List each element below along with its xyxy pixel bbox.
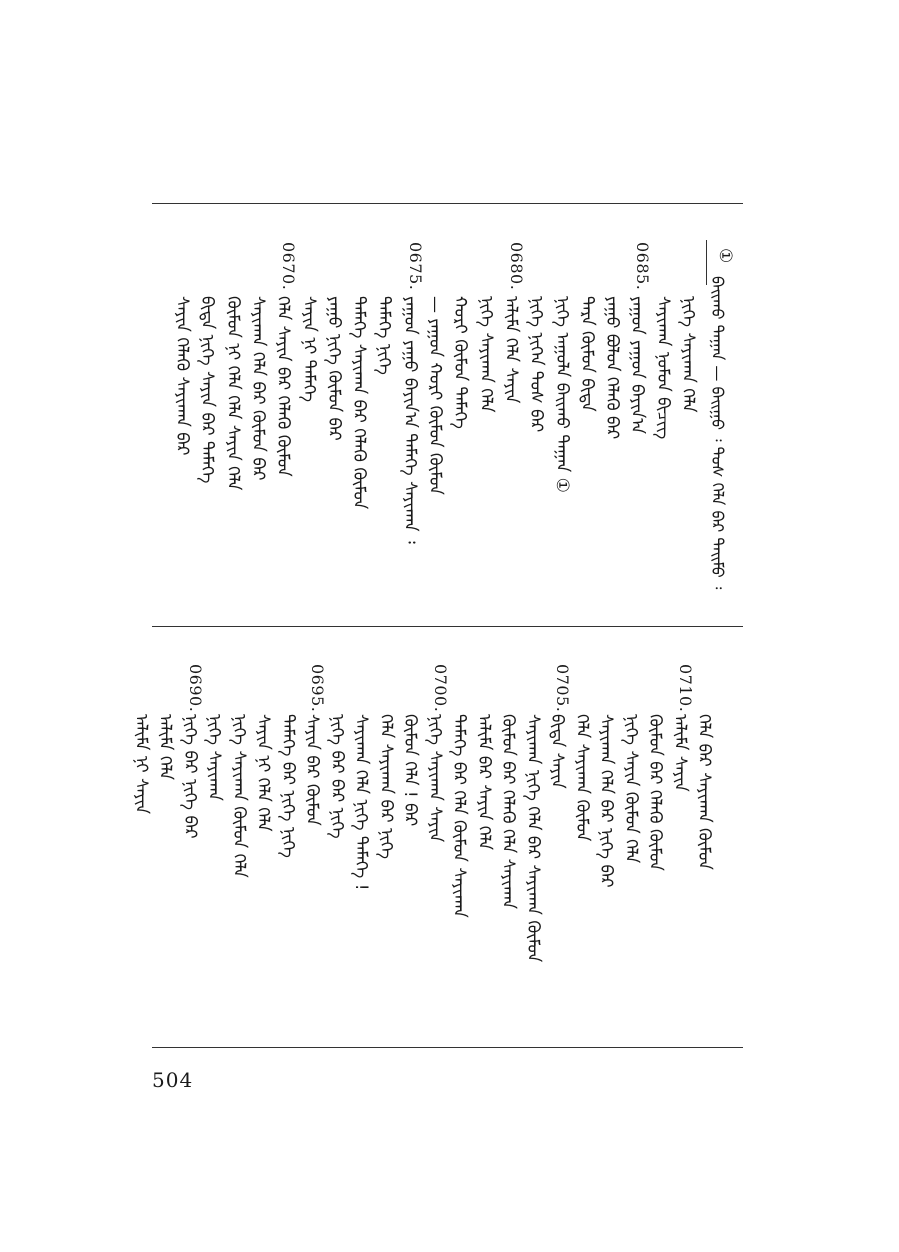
top-rule (152, 203, 743, 204)
line-number: 0710. (675, 664, 695, 713)
footnote-mark: ① (715, 248, 735, 264)
line-number: 0685. (633, 242, 653, 291)
middle-rule (152, 626, 743, 627)
line-number: 0675. (405, 242, 425, 291)
line-number: 0690. (185, 664, 205, 713)
page-number: 504 (152, 1068, 194, 1092)
line-number: 0695. (308, 664, 327, 713)
line-number: 0700. (430, 664, 450, 713)
line-number: 0670. (279, 242, 299, 291)
bottom-rule (152, 1047, 743, 1048)
line-number: 0680. (506, 242, 526, 291)
line-number: 0705. (553, 664, 572, 713)
